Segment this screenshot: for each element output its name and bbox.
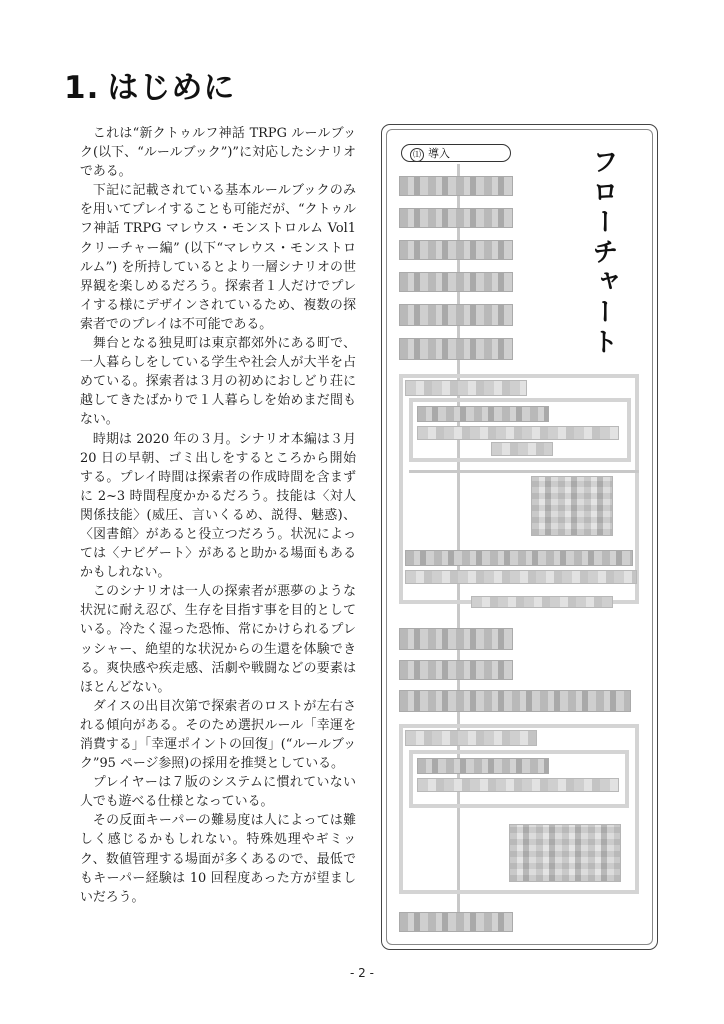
flow-node <box>491 442 553 456</box>
flow-node <box>399 208 513 228</box>
flow-node <box>417 426 619 440</box>
section-number-badge: ⑴ <box>410 148 424 162</box>
flow-node <box>417 406 549 422</box>
flow-node <box>405 570 637 584</box>
flow-node <box>399 272 513 292</box>
paragraph: その反面キーパーの難易度は人によっては難しく感じるかもしれない。特殊処理やギミック、数値管理する場面が多くあるので、最低でもキーパー経験は 10 回程度あった方が望ましいだろう。 <box>80 813 356 905</box>
paragraph: 下記に記載されている基本ルールブックのみを用いてプレイすることも可能だが、“クトゥルフ神話 TRPG マレウス・モンストロルム Vol1 クリーチャー編” (以下“マレウス・モンストロルム”) を所持しているとより一層シナリオの世界観を楽しめるだろう。探索者１人だけでプレイする様にデザインされているため、複数の探索者でのプレイは不可能である。 <box>80 183 356 332</box>
flow-node <box>405 550 633 566</box>
flow-node <box>399 176 513 196</box>
section-title: はじめに <box>107 70 236 106</box>
paragraph: 舞台となる独見町は東京都郊外にある町で、一人暮らしをしている学生や社会人が大半を占めている。探索者は３月の初めにおしどり荘に越してきたばかりで１人暮らしを始めまだ間もない。 <box>80 336 356 428</box>
flow-node <box>531 476 613 536</box>
paragraph: 時期は 2020 年の３月。シナリオ本編は３月 20 日の早朝、ゴミ出しをするところから開始する。プレイ時間は探索者の作成時間を含まずに 2~3 時間程度かかるだろう。技能は〈対人関係技能〉(威圧、言いくるめ、説得、魅惑)、〈図書館〉があると役立つだろう。状況によっては〈ナビゲート〉があると助かる場面もあるかもしれない。 <box>80 431 356 581</box>
flow-node <box>471 596 613 608</box>
section-heading <box>64 62 235 107</box>
flow-node <box>399 304 513 326</box>
section-number: 1. <box>64 70 100 106</box>
paragraph: プレイヤーは７版のシステムに慣れていない人でも遊べる仕様となっている。 <box>80 775 356 810</box>
flow-connector <box>409 470 639 473</box>
flowchart-title: フローチャート <box>588 148 618 358</box>
page-number: - 2 - <box>350 966 374 980</box>
flow-node <box>417 758 549 774</box>
flow-node <box>509 824 621 882</box>
flow-node <box>417 778 619 792</box>
flow-node <box>399 338 513 360</box>
flowchart-panel <box>381 124 658 950</box>
flow-node <box>405 730 537 746</box>
section-label-text: 導入 <box>428 147 450 160</box>
body-text <box>80 124 356 907</box>
flow-node <box>399 912 513 932</box>
flow-node <box>399 628 513 650</box>
paragraph: このシナリオは一人の探索者が悪夢のような状況に耐え忍び、生存を目指す事を目的としている。冷たく湿った恐怖、常にかけられるプレッシャー、絶望的な状況からの生還を体験できる。爽快感や疾走感、活劇や戦闘などの要素はほとんどない。 <box>80 584 356 695</box>
flow-node <box>405 380 527 396</box>
flow-node <box>399 690 631 712</box>
flow-node <box>399 660 513 680</box>
paragraph: ダイスの出目次第で探索者のロストが左右される傾向がある。そのため選択ルール「幸運を消費する」「幸運ポイントの回復」(“ルールブック”95 ページ参照)の採用を推奨としている。 <box>80 698 356 772</box>
flowchart-section-label <box>401 144 511 162</box>
paragraph: これは“新クトゥルフ神話 TRPG ルールブック(以下、“ルールブック”)”に対応したシナリオである。 <box>80 126 356 180</box>
flow-node <box>399 240 513 260</box>
